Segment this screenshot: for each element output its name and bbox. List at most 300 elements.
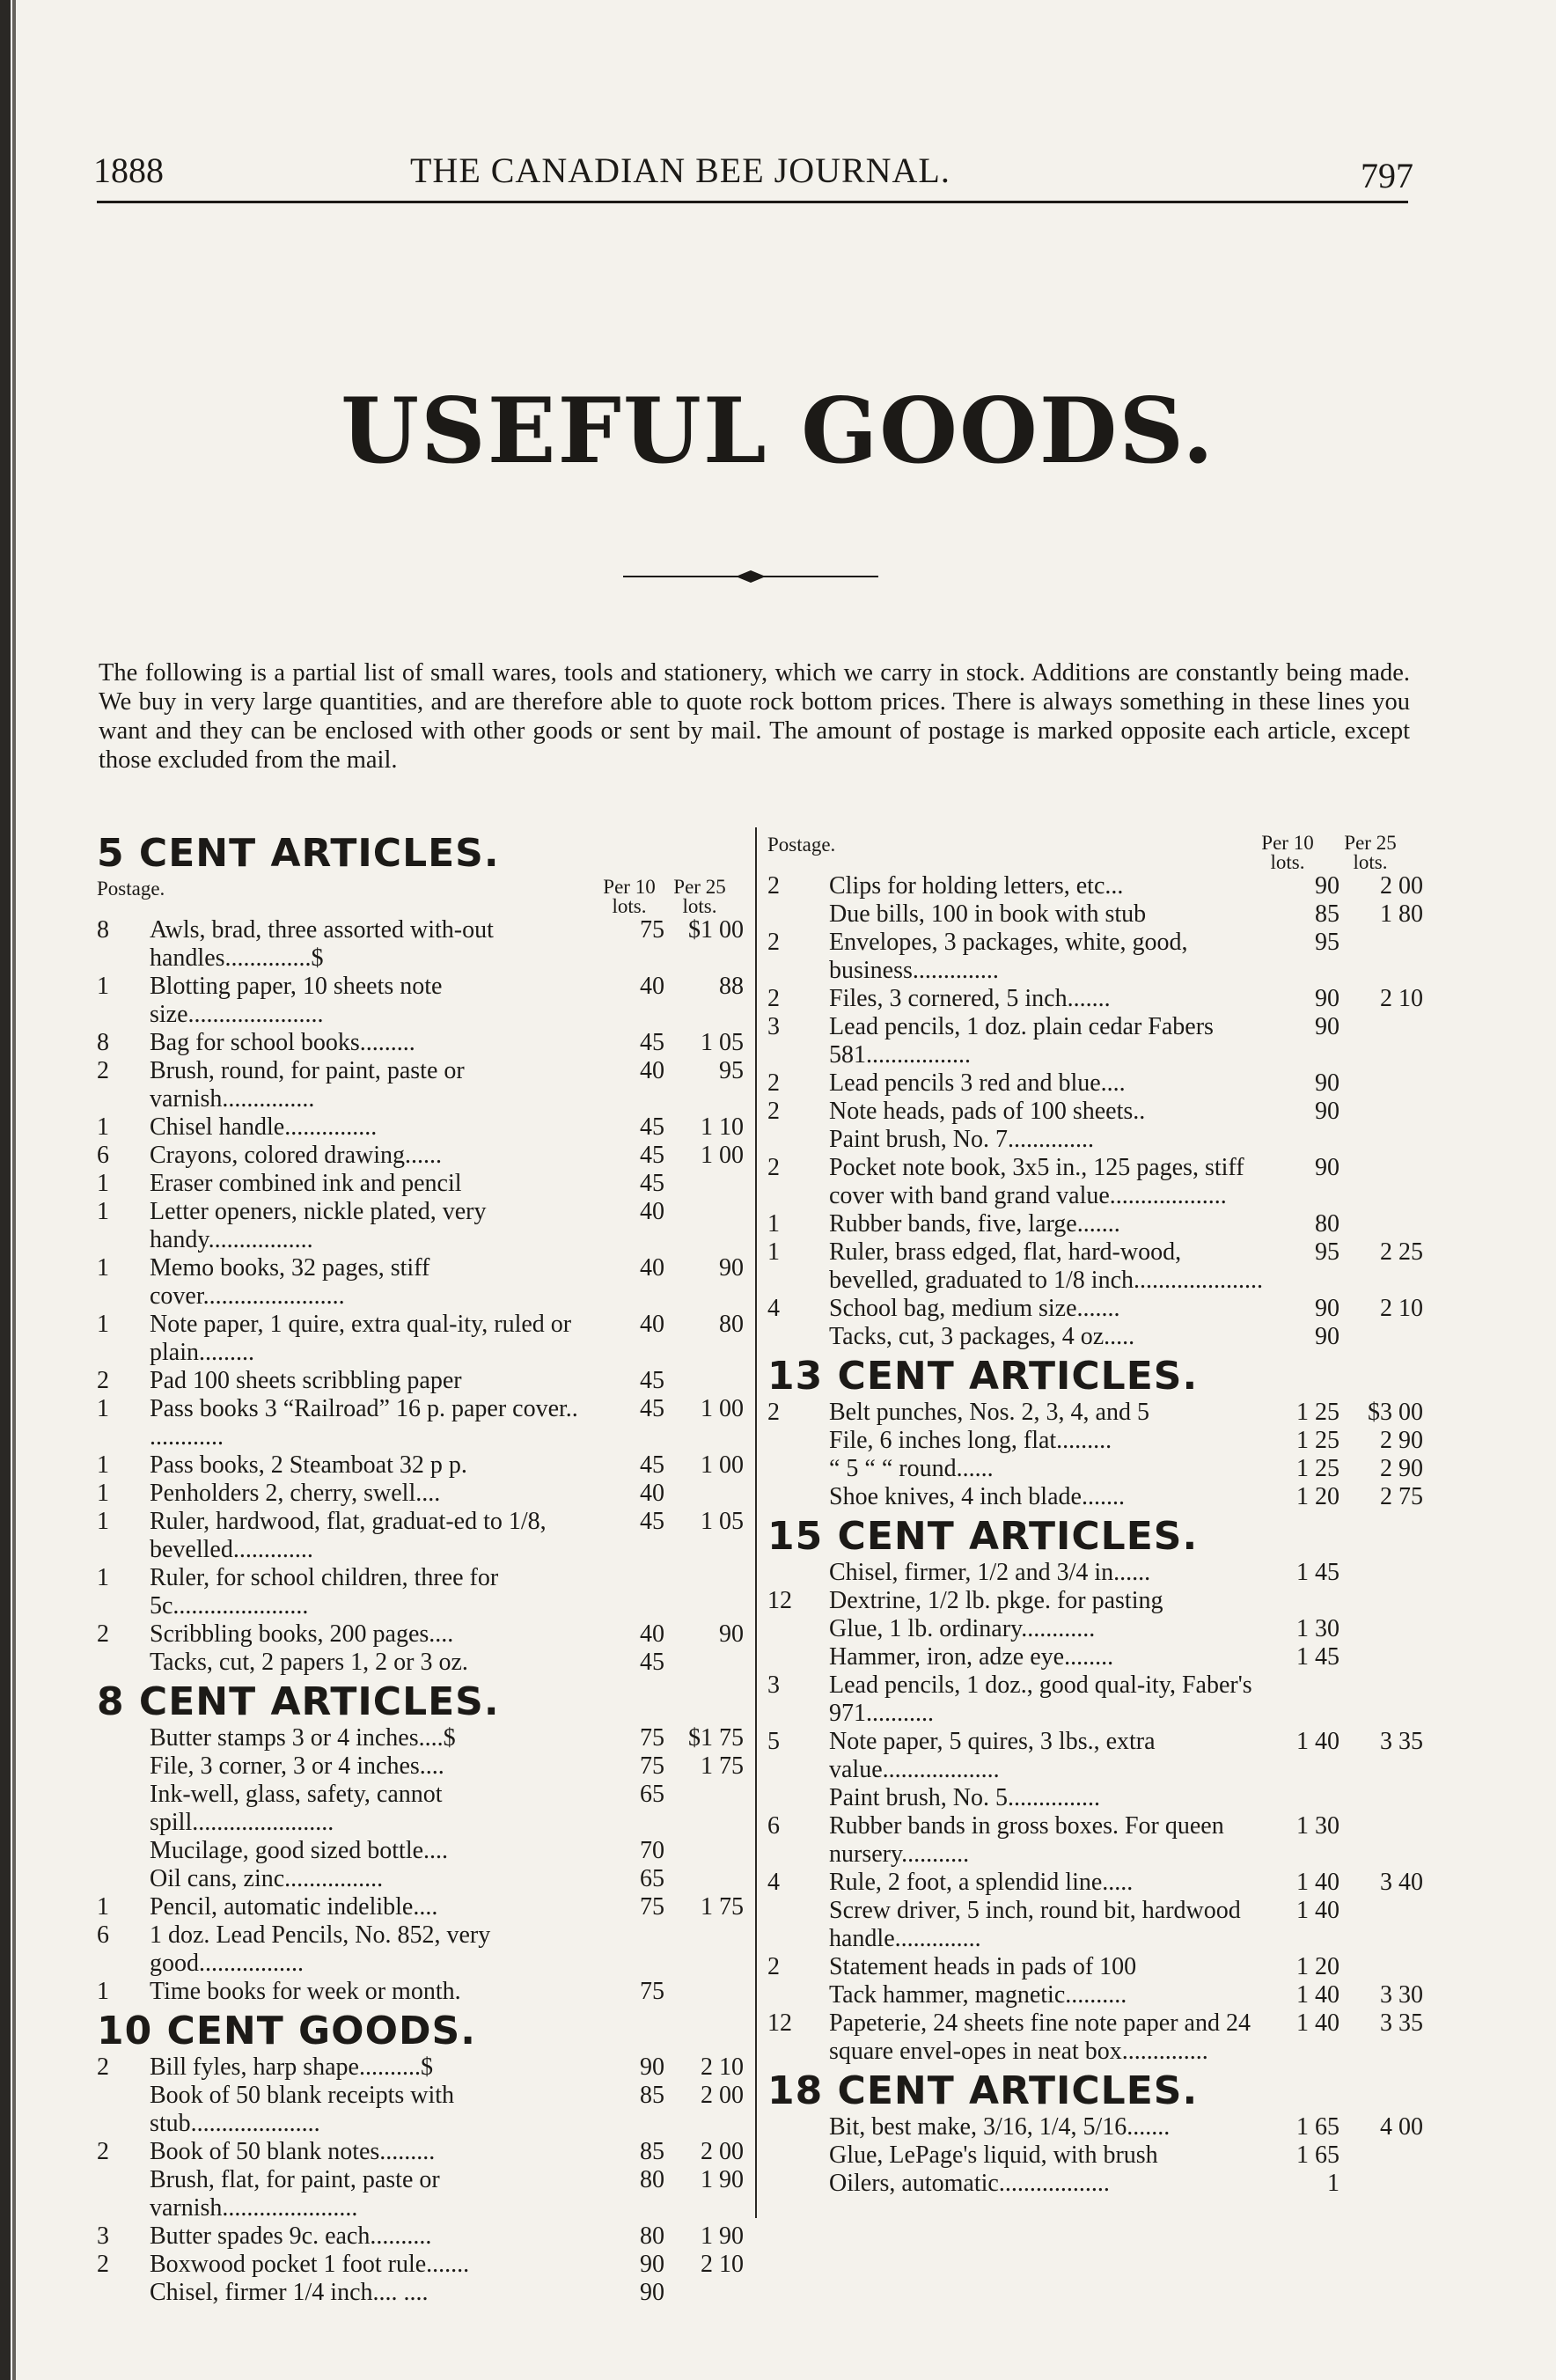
price-list-row [97,1508,748,1564]
price-per-25 [1339,1559,1423,1587]
price-list-row [767,1399,1436,1427]
price-list-row [97,1649,748,1677]
price-list-row [97,1921,748,1978]
item-description: Ink-well, glass, safety, cannot spill....................... [150,1781,443,1836]
item-description: Book of 50 blank notes......... [150,2138,436,2165]
price-per-25: 2 75 [1380,1483,1423,1510]
postage-cell [767,1323,829,1351]
postage-cell [767,1483,829,1511]
price-list-row [767,2113,1436,2141]
price-per-10: 1 [1327,2170,1339,2197]
price-list-row [97,2138,748,2166]
price-per-10: 90 [1315,1323,1339,1350]
postage-cell [767,1455,829,1483]
page-binding-shadow [12,0,16,2380]
price-list-row [97,2222,748,2251]
price-per-25: 4 00 [1380,2113,1423,2141]
item-description: Ruler, brass edged, flat, hard-wood, bevelled, graduated to 1/8 inch..................... [829,1238,1263,1294]
price-per-10: 90 [640,2053,664,2081]
price-per-10: 70 [640,1837,664,1864]
ornament-divider [623,568,878,585]
postage-cell: 1 [767,1238,780,1266]
price-per-10: 45 [640,1367,664,1394]
price-per-10: 45 [640,1142,664,1169]
per25-header: Per 25 lots. [673,876,726,917]
per10-header: Per 10 lots. [1261,832,1314,873]
postage-cell: 1 [97,1893,109,1921]
price-per-25 [1339,1671,1423,1728]
price-per-10 [1269,1587,1339,1615]
item-description: Files, 3 cornered, 5 inch....... [829,985,1111,1012]
item-description: Glue, LePage's liquid, with brush [829,2141,1158,2169]
price-per-10: 1 40 [1296,2009,1339,2037]
price-per-25 [1339,2170,1423,2198]
price-per-10 [1269,1784,1339,1812]
postage-cell: 1 [97,973,109,1000]
price-per-25: $3 00 [1368,1399,1423,1426]
postage-cell [97,1724,150,1752]
price-list-row [97,1564,748,1620]
price-per-25: 2 90 [1380,1427,1423,1454]
item-description: “ 5 “ “ round...... [829,1455,994,1482]
postage-cell: 1 [97,1311,109,1338]
postage-cell: 1 [97,1480,109,1507]
price-per-10: 1 20 [1296,1953,1339,1980]
price-per-25: 95 [719,1057,744,1084]
price-per-25: 1 05 [701,1029,744,1056]
postage-cell [767,1897,829,1953]
item-description: Eraser combined ink and pencil [150,1170,462,1197]
item-description: Paint brush, No. 5............... [829,1784,1100,1811]
price-per-25: 3 40 [1380,1869,1423,1896]
price-per-10: 95 [1315,929,1339,956]
price-per-25 [664,1198,744,1254]
left-column [97,832,748,2310]
price-per-10: 40 [640,1311,664,1338]
item-description: Hammer, iron, adze eye........ [829,1643,1114,1671]
intro-paragraph [99,658,1410,775]
item-description: Tacks, cut, 2 papers 1, 2 or 3 oz. [150,1649,468,1676]
price-per-10: 1 30 [1296,1812,1339,1840]
item-description: Butter stamps 3 or 4 inches....$ [150,1724,456,1752]
price-per-25: 1 05 [701,1508,744,1535]
price-per-25: 2 10 [1380,985,1423,1012]
header-year: 1888 [93,151,164,190]
price-list-row [767,1238,1436,1295]
postage-header: Postage. [767,834,836,856]
item-description: Dextrine, 1/2 lb. pkge. for pasting [829,1587,1163,1614]
price-per-10: 45 [640,1451,664,1479]
item-description: Rubber bands in gross boxes. For queen nursery........... [829,1812,1224,1868]
postage-cell: 12 [767,2009,792,2037]
price-list-row [97,1893,748,1921]
postage-cell [767,1615,829,1643]
price-per-10: 40 [640,1057,664,1084]
price-per-25 [1339,1098,1423,1126]
price-per-10: 90 [1315,1154,1339,1181]
postage-cell: 1 [97,1451,109,1479]
item-description: Time books for week or month. [150,1978,461,2005]
item-description: Screw driver, 5 inch, round bit, hardwood handle.............. [829,1897,1241,1952]
price-per-10: 40 [640,973,664,1000]
postage-cell: 1 [97,1978,109,2005]
item-description: Butter spades 9c. each.......... [150,2222,432,2250]
price-list-row [767,985,1436,1013]
price-column-header [767,832,1436,872]
item-description: Papeterie, 24 sheets fine note paper and 24 square envel-opes in neat box.............. [829,2009,1251,2065]
item-description: Glue, 1 lb. ordinary............ [829,1615,1096,1642]
price-per-25 [1339,1069,1423,1098]
price-per-10: 45 [640,1029,664,1056]
price-list-row [767,1897,1436,1953]
price-per-25 [1339,1643,1423,1671]
price-list-row [97,2082,748,2138]
price-per-25: 1 75 [701,1752,744,1780]
price-per-10: 75 [640,1978,664,2005]
price-list-row [97,1113,748,1142]
item-description: Penholders 2, cherry, swell.... [150,1480,441,1507]
postage-cell: 2 [767,1154,780,1181]
postage-cell: 1 [97,1508,109,1535]
item-description: Tack hammer, magnetic.......... [829,1981,1127,2009]
item-description: Note heads, pads of 100 sheets.. [829,1098,1146,1125]
item-description: Awls, brad, three assorted with-out handles..............$ [150,916,494,972]
price-per-25: 2 10 [1380,1295,1423,1322]
price-per-10: 85 [640,2082,664,2109]
journal-title: THE CANADIAN BEE JOURNAL. [410,151,950,190]
price-list-row [767,1069,1436,1098]
price-list-row [97,1367,748,1395]
price-list-row [767,1953,1436,1981]
price-per-10: 40 [640,1198,664,1225]
price-list-row [767,1784,1436,1812]
postage-cell [97,2279,150,2307]
price-per-10 [616,1564,664,1620]
item-description: Brush, flat, for paint, paste or varnish...................... [150,2166,440,2222]
price-list-row [767,1671,1436,1728]
postage-cell: 2 [97,1057,109,1084]
price-per-25: 1 75 [701,1893,744,1921]
item-description: Oilers, automatic.................. [829,2170,1110,2197]
price-per-10: 95 [1315,1238,1339,1266]
price-per-10 [1269,1671,1339,1728]
running-head [93,143,1413,199]
price-per-25 [1339,929,1423,985]
section-heading: 8 CENT ARTICLES. [97,1679,500,1724]
price-per-25: 3 30 [1380,1981,1423,2009]
postage-cell [767,2141,829,2170]
price-per-10: 80 [1315,1210,1339,1238]
price-per-25: 1 00 [701,1451,744,1479]
postage-cell: 1 [97,1198,109,1225]
price-per-25: 2 10 [701,2251,744,2278]
column-divider [755,827,757,2218]
section-gap [97,2307,748,2310]
price-list-row [767,1210,1436,1238]
item-description: Envelopes, 3 packages, white, good, business.............. [829,929,1188,984]
price-per-25: 3 35 [1380,2009,1423,2037]
postage-cell: 1 [97,1395,109,1422]
postage-header: Postage. [97,878,165,900]
postage-cell [767,1559,829,1587]
price-per-10: 90 [640,2251,664,2278]
postage-cell [767,2170,829,2198]
price-per-25: 88 [719,973,744,1000]
per10-header: Per 10 lots. [603,876,656,917]
postage-cell: 2 [97,2053,109,2081]
price-per-25 [1339,1210,1423,1238]
item-description: Oil cans, zinc................ [150,1865,384,1892]
item-description: Letter openers, nickle plated, very handy................. [150,1198,487,1253]
postage-cell [767,1981,829,2009]
postage-cell: 2 [767,1069,780,1097]
section-heading: 10 CENT GOODS. [97,2009,476,2053]
section-heading: 13 CENT ARTICLES. [767,1354,1199,1399]
price-per-10: 75 [640,1893,664,1921]
price-list-row [767,2170,1436,2198]
price-list-row [97,1057,748,1113]
price-list-row [97,1978,748,2006]
section-gap [767,2198,1436,2201]
section-heading: 15 CENT ARTICLES. [767,1514,1199,1559]
price-per-25: 2 00 [701,2138,744,2165]
price-per-10: 1 40 [1296,1981,1339,2009]
item-description: Lead pencils 3 red and blue.... [829,1069,1126,1097]
price-per-25: 1 90 [701,2166,744,2193]
price-per-10: 75 [640,1752,664,1780]
price-list-row [97,1724,748,1752]
postage-cell: 2 [767,1953,780,1980]
price-per-10: 90 [1315,872,1339,900]
price-per-10: 45 [640,1170,664,1197]
item-description: Lead pencils, 1 doz., good qual-ity, Faber's 971........... [829,1671,1252,1727]
price-column-header [97,876,748,916]
price-per-25: 1 10 [701,1113,744,1141]
item-description: Bit, best make, 3/16, 1/4, 5/16....... [829,2113,1171,2141]
price-list-row [97,1142,748,1170]
price-per-10: 90 [1315,1098,1339,1125]
price-list-row [767,1559,1436,1587]
item-description: Note paper, 5 quires, 3 lbs., extra value................... [829,1728,1156,1783]
price-per-10: 1 40 [1296,1869,1339,1896]
item-description: Shoe knives, 4 inch blade....... [829,1483,1125,1510]
postage-cell: 6 [767,1812,780,1840]
price-list-row [767,1126,1436,1154]
price-per-25 [1339,1897,1423,1953]
postage-cell [97,1781,150,1837]
postage-cell: 3 [767,1671,780,1699]
page-headline: USEFUL GOODS. [341,378,1215,484]
price-per-25 [664,1921,744,1978]
item-description: Clips for holding letters, etc... [829,872,1124,900]
postage-cell: 2 [767,985,780,1012]
item-description: Chisel handle............... [150,1113,378,1141]
postage-cell: 1 [97,1113,109,1141]
item-description: Chisel, firmer 1/4 inch.... .... [150,2279,429,2306]
price-per-25 [1339,1953,1423,1981]
price-per-10: 1 65 [1296,2113,1339,2141]
price-list-row [97,2251,748,2279]
price-per-10: 90 [1315,1295,1339,1322]
page-number: 797 [1361,156,1413,195]
price-per-25 [1339,1126,1423,1154]
price-per-25: 2 25 [1380,1238,1423,1266]
postage-cell [767,1427,829,1455]
postage-cell: 3 [767,1013,780,1040]
price-per-10: 1 25 [1296,1455,1339,1482]
price-per-25: $1 75 [688,1724,744,1752]
price-list-row [97,1752,748,1781]
postage-cell: 4 [767,1869,780,1896]
postage-cell: 1 [97,1564,109,1591]
postage-cell: 2 [767,872,780,900]
price-per-25 [664,1781,744,1837]
postage-cell [97,1865,150,1893]
price-per-10: 45 [640,1113,664,1141]
price-per-10: 1 45 [1296,1559,1339,1586]
item-description: File, 6 inches long, flat......... [829,1427,1112,1454]
price-list-row [97,1395,748,1451]
price-per-10 [1269,1126,1339,1154]
price-per-10: 45 [640,1508,664,1535]
price-per-25 [1339,1587,1423,1615]
price-list-row [97,1170,748,1198]
price-per-10: 40 [640,1254,664,1282]
item-description: Bag for school books......... [150,1029,415,1056]
price-per-25 [664,1367,744,1395]
item-description: Scribbling books, 200 pages.... [150,1620,454,1648]
price-per-25: 2 90 [1380,1455,1423,1482]
price-list-row [767,900,1436,929]
price-per-25: 2 10 [701,2053,744,2081]
price-list-row [767,1013,1436,1069]
price-list-row [97,1311,748,1367]
price-per-10: 90 [1315,1069,1339,1097]
price-per-25 [1339,1615,1423,1643]
price-list-row [97,1029,748,1057]
price-per-10: 1 30 [1296,1615,1339,1642]
price-per-25 [1339,1784,1423,1812]
price-list-row [767,1154,1436,1210]
item-description: Chisel, firmer, 1/2 and 3/4 in...... [829,1559,1151,1586]
postage-cell [97,1752,150,1781]
price-list-row [767,929,1436,985]
price-per-25: 1 00 [701,1142,744,1169]
price-list-row [97,1865,748,1893]
item-description: Memo books, 32 pages, stiff cover....................... [150,1254,430,1310]
item-description: Due bills, 100 in book with stub [829,900,1147,928]
price-list-row [97,1837,748,1865]
price-per-25 [664,1480,744,1508]
postage-cell: 2 [97,1620,109,1648]
price-per-10: 65 [640,1865,664,1892]
item-description: Pad 100 sheets scribbling paper [150,1367,462,1394]
item-description: Paint brush, No. 7.............. [829,1126,1094,1153]
postage-cell: 12 [767,1587,792,1614]
item-description: Rule, 2 foot, a splendid line..... [829,1869,1134,1896]
price-per-25 [664,1564,744,1620]
price-list-row [767,1427,1436,1455]
price-list-row [767,1869,1436,1897]
price-list-row [767,1587,1436,1615]
price-list-row [97,2053,748,2082]
page-binding-edge [0,0,11,2380]
item-description: Statement heads in pads of 100 [829,1953,1137,1980]
postage-cell: 2 [767,1098,780,1125]
price-per-25: $1 00 [688,916,744,944]
price-per-25: 90 [719,1254,744,1282]
price-list-row [767,872,1436,900]
price-list-row [767,1615,1436,1643]
item-description: Tacks, cut, 3 packages, 4 oz..... [829,1323,1135,1350]
item-description: Crayons, colored drawing...... [150,1142,443,1169]
price-list-row [97,1620,748,1649]
item-description: Ruler, hardwood, flat, graduat-ed to 1/8, bevelled............. [150,1508,547,1563]
price-per-25: 90 [719,1620,744,1648]
item-description: Pocket note book, 3x5 in., 125 pages, stiff cover with band grand value................... [829,1154,1244,1209]
postage-cell [767,2113,829,2141]
item-description: Belt punches, Nos. 2, 3, 4, and 5 [829,1399,1149,1426]
price-list-row [767,1483,1436,1511]
price-list-row [97,973,748,1029]
postage-cell [767,1784,829,1812]
price-per-10: 85 [1315,900,1339,928]
price-per-25 [1339,1154,1423,1210]
item-description: Ruler, for school children, three for 5c...................... [150,1564,499,1620]
item-description: 1 doz. Lead Pencils, No. 852, very good................. [150,1921,491,1977]
item-description: Blotting paper, 10 sheets note size...................... [150,973,443,1028]
price-list-row [767,1295,1436,1323]
price-list-row [767,1455,1436,1483]
price-per-25 [1339,1323,1423,1351]
postage-cell: 2 [97,1367,109,1394]
postage-cell: 2 [767,929,780,956]
price-per-10: 1 65 [1296,2141,1339,2169]
price-list-row [767,1643,1436,1671]
section-heading: 18 CENT ARTICLES. [767,2068,1199,2113]
price-per-25 [1339,2141,1423,2170]
price-list-row [97,1451,748,1480]
price-per-25: 3 35 [1380,1728,1423,1755]
postage-cell [97,2082,150,2138]
right-column [767,832,1436,2201]
postage-cell [767,1643,829,1671]
postage-cell [767,1126,829,1154]
postage-cell: 2 [767,1399,780,1426]
price-list-row [97,2166,748,2222]
price-per-10: 85 [640,2138,664,2165]
item-description: Boxwood pocket 1 foot rule....... [150,2251,470,2278]
postage-cell: 1 [97,1254,109,1282]
price-per-10: 1 40 [1296,1728,1339,1755]
price-per-10: 1 45 [1296,1643,1339,1671]
item-description: Pencil, automatic indelible.... [150,1893,438,1921]
price-list-row [97,1781,748,1837]
price-list-row [97,916,748,973]
price-per-10: 40 [640,1620,664,1648]
price-per-10: 75 [640,916,664,944]
price-per-25 [664,1170,744,1198]
price-list-row [767,1812,1436,1869]
price-list-row [767,2009,1436,2066]
postage-cell [767,900,829,929]
price-list-row [767,1323,1436,1351]
postage-cell: 6 [97,1142,109,1169]
postage-cell [97,2166,150,2222]
price-list-row [767,2141,1436,2170]
postage-cell: 3 [97,2222,109,2250]
item-description: Book of 50 blank receipts with stub..................... [150,2082,455,2137]
